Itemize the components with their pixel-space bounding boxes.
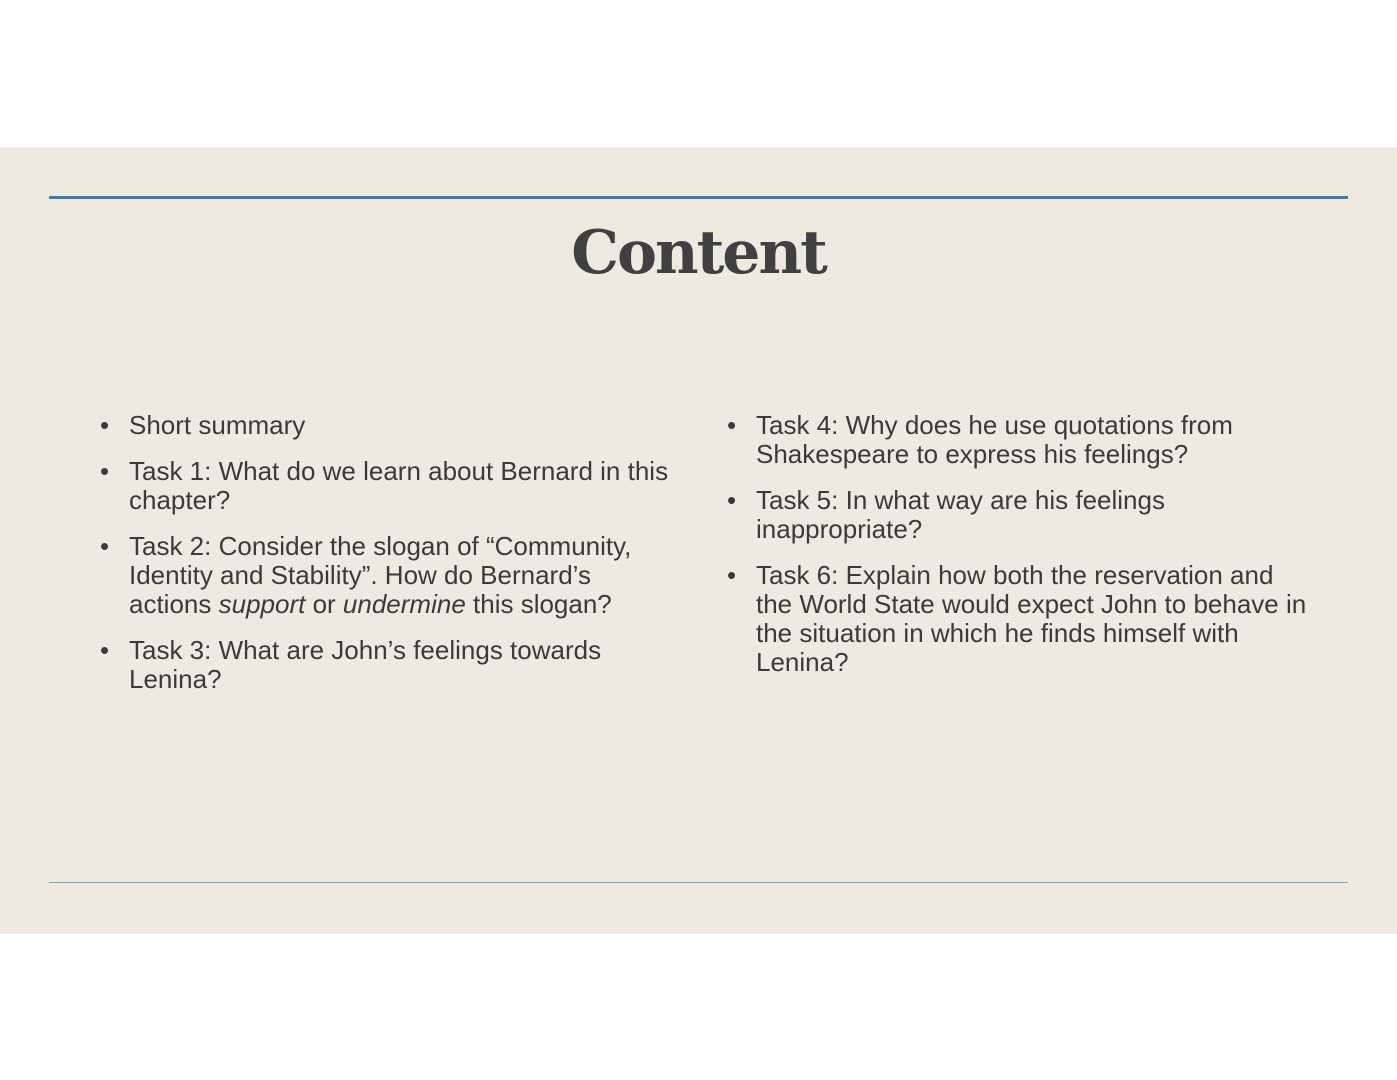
task-2-text-end: this slogan? [465,589,612,619]
task-2-text-middle: or [305,589,343,619]
list-item-task-6: • Task 6: Explain how both the reservation and the World State would expect John to behave in the situation in which he finds himself with Lenina? [727,561,1307,677]
slide [0,147,1397,934]
bottom-divider [49,882,1348,883]
list-item-task-1: • Task 1: What do we learn about Bernard in this chapter? [100,457,675,515]
list-item-task-2 [100,532,675,619]
list-item-task-5: • Task 5: In what way are his feelings inappropriate? [727,486,1307,544]
top-divider [49,196,1348,199]
task-2-emphasis-undermine: undermine [342,589,466,619]
left-bullet-list [100,411,675,711]
list-item-task-3: • Task 3: What are John’s feelings towards Lenina? [100,636,675,694]
right-bullet-list [727,411,1307,694]
task-2-text-start: Task 2: Consider the slogan of “Community, Identity and Stability”. How do Bernard’s actions [129,531,632,619]
slide-title: Content [571,218,826,288]
task-2-emphasis-support: support [218,589,306,619]
list-item-task-4: • Task 4: Why does he use quotations from Shakespeare to express his feelings? [727,411,1307,469]
list-item-short-summary: • Short summary [100,411,675,440]
